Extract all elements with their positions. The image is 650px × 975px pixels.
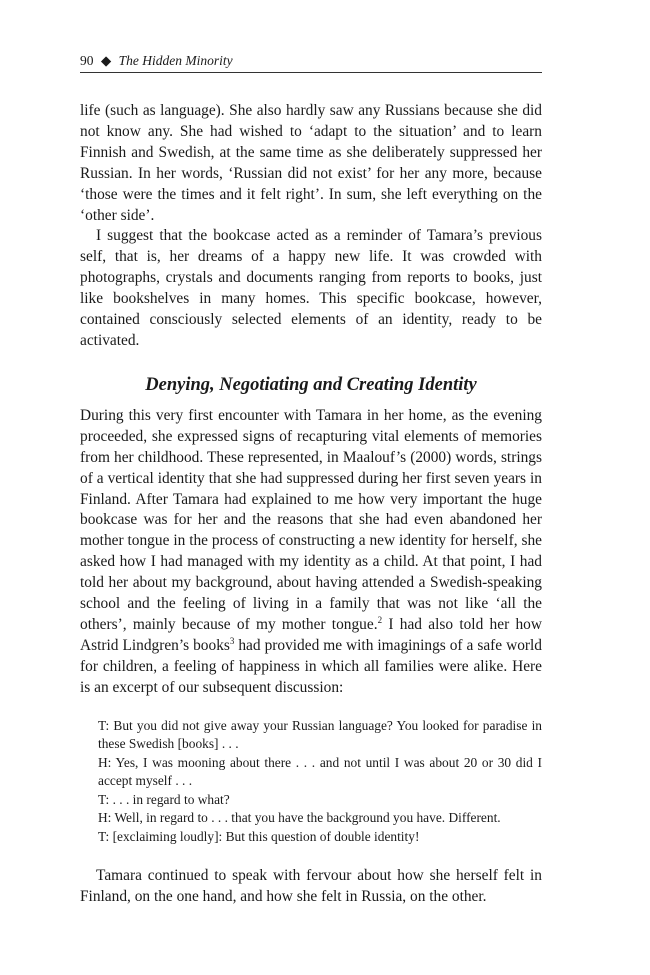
- footnote-marker-2: 2: [377, 614, 383, 625]
- page-number: 90: [80, 53, 94, 68]
- interview-excerpt: [98, 717, 542, 847]
- book-title: The Hidden Minority: [118, 53, 233, 68]
- excerpt-line: T: [exclaiming loudly]: But this question of double identity!: [98, 828, 420, 844]
- excerpt-line: H: Well, in regard to . . . that you have the background you have. Different.: [98, 810, 501, 826]
- paragraph-bookcase: I suggest that the bookcase acted as a reminder of Tamara’s previous self, that is, her dreams of a happy new life. It was crowded with photographs, crystals and documents ranging from reports to books, just like bookshelves in many homes. This specific bookcase, however, contained consciously selected elements of an identity, ready to be activated.: [80, 227, 542, 349]
- paragraph-encounter-part2: I had also told her how Astrid Lindgren’s books: [80, 615, 542, 654]
- excerpt-line: T: But you did not give away your Russian language? You looked for paradise in these Swedish [books] . . .: [98, 717, 542, 752]
- paragraph-encounter-part3: had provided me with imaginings of a safe world for children, a feeling of happiness in which all families were alike. Here is an excerpt of our subsequent discussion:: [80, 636, 543, 696]
- excerpt-line: H: Yes, I was mooning about there . . . and not until I was about 20 or 30 did I accept myself . . .: [98, 754, 542, 789]
- section-heading: Denying, Negotiating and Creating Identity: [145, 374, 477, 395]
- diamond-icon: ◆: [100, 53, 112, 68]
- paragraph-continued: life (such as language). She also hardly saw any Russians because she did not know any. She had wished to ‘adapt to the situation’ and to learn Finnish and Swedish, at the same time as she deliberately suppressed her Russian. In her words, ‘Russian did not exist’ for her any more, because ‘those were the times and it felt right’. In sum, she left everything on the ‘other side’.: [80, 102, 542, 224]
- paragraph-encounter: [80, 406, 542, 699]
- running-header: [80, 53, 542, 73]
- paragraph-encounter-part1: During this very first encounter with Tamara in her home, as the evening proceeded, she expressed signs of recapturing vital elements of memories from her childhood. These represented, in Maalouf’s (2000) words, strings of a vertical identity that she had suppressed during her first seven years in Finland. After Tamara had explained to me how very important the huge bookcase was for her and the reasons that she had even abandoned her mother tongue in the process of constructing a new identity for herself, she asked how I had managed with my identity as a child. At that point, I had told her about my background, about having attended a Swedish-speaking school and the feeling of living in a family that was not like ‘all the others’, mainly because of my mother tongue.: [80, 406, 542, 633]
- footnote-marker-3: 3: [229, 635, 235, 646]
- excerpt-line: T: . . . in regard to what?: [98, 791, 230, 807]
- page-body: [80, 101, 542, 908]
- paragraph-closing: Tamara continued to speak with fervour about how she herself felt in Finland, on the one hand, and how she felt in Russia, on the other.: [80, 867, 542, 905]
